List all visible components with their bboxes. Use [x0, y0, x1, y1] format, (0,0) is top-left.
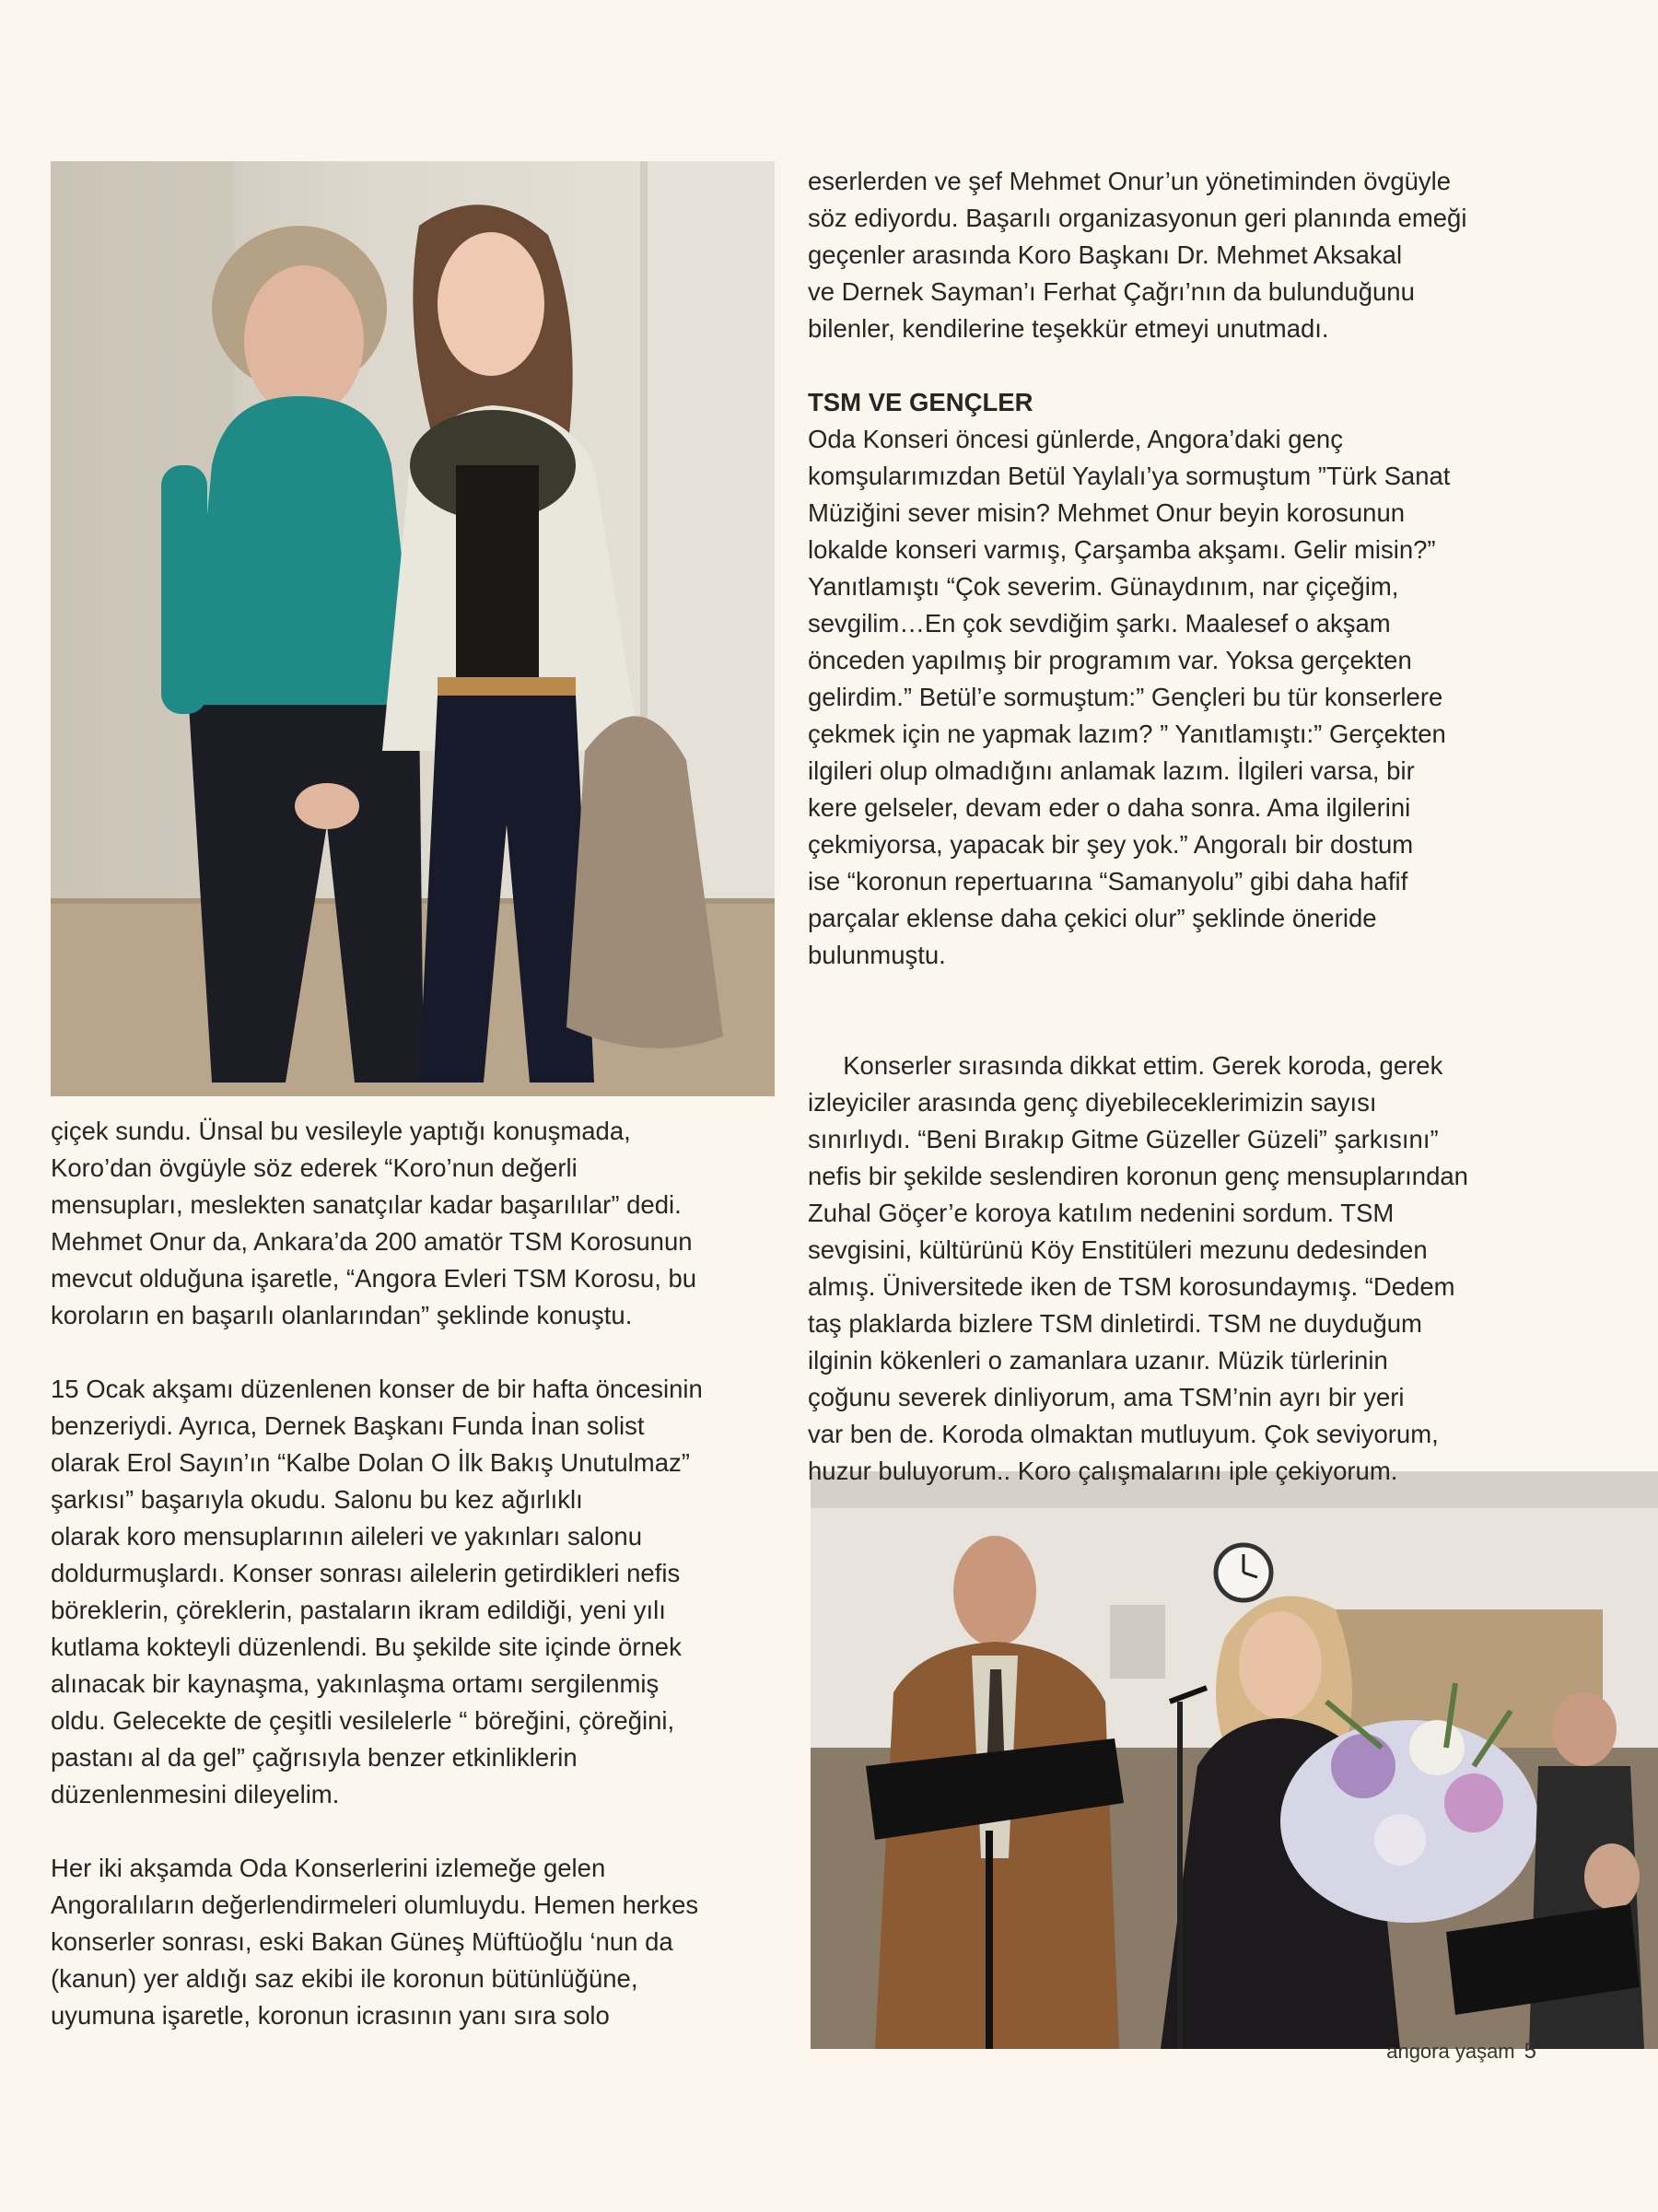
- text-line: sınırlıydı. “Beni Bırakıp Gitme Güzeller Güzeli” şarkısını”: [808, 1125, 1439, 1153]
- text-line: pastanı al da gel” çağrısıyla benzer etkinliklerin: [51, 1743, 578, 1772]
- text-line: konserler sonrası, eski Bakan Güneş Müftüoğlu ‘nun da: [51, 1927, 673, 1956]
- text-line: ise “koronun repertuarına “Samanyolu” gibi daha hafif: [808, 867, 1408, 895]
- text-line: oldu. Gelecekte de çeşitli vesilelerle “ böreğini, çöreğini,: [51, 1706, 675, 1735]
- text-line: sevgilim…En çok sevdiğim şarkı. Maalesef o akşam: [808, 609, 1391, 638]
- text-line: ilgileri olup olmadığını anlamak lazım. İlgileri varsa, bir: [808, 756, 1415, 785]
- text-line: komşularımızdan Betül Yaylalı’ya sormuştum ”Türk Sanat: [808, 462, 1451, 490]
- text-line: çekmek için ne yapmak lazım? ” Yanıtlamıştı:” Gerçekten: [808, 720, 1446, 748]
- right-text-column: [808, 163, 1545, 1527]
- text-line: söz ediyordu. Başarılı organizasyonun geri planında emeği: [808, 204, 1467, 232]
- text-line: çekmiyorsa, yapacak bir şey yok.” Angoralı bir dostum: [808, 830, 1414, 859]
- magazine-name: angora yaşam: [1386, 2040, 1515, 2063]
- text-line: şarkısı” başarıyla okudu. Salonu bu kez ağırlıklı: [51, 1485, 583, 1514]
- text-line: Zuhal Göçer’e koroya katılım nedenini sordum. TSM: [808, 1199, 1395, 1227]
- text-line: Koro’dan övgüyle söz ederek “Koro’nun değerli: [51, 1153, 578, 1182]
- text-line: Oda Konseri öncesi günlerde, Angora’daki genç: [808, 425, 1343, 453]
- text-line: doldurmuşlardı. Konser sonrası ailelerin getirdikleri nefis: [51, 1559, 681, 1587]
- section-heading: TSM VE GENÇLER: [808, 388, 1033, 416]
- text-line: taş plaklarda bizlere TSM dinletirdi. TSM ne duyduğum: [808, 1309, 1422, 1338]
- text-line: Müziğini sever misin? Mehmet Onur beyin korosunun: [808, 498, 1406, 527]
- text-line: olarak koro mensuplarının aileleri ve yakınları salonu: [51, 1522, 642, 1551]
- text-line: (kanun) yer aldığı saz ekibi ile koronun bütünlüğüne,: [51, 1964, 638, 1993]
- concert-illustration: [811, 1471, 1658, 2049]
- text-line: parçalar eklense daha çekici olur” şeklinde öneride: [808, 904, 1377, 932]
- text-line: var ben de. Koroda olmaktan mutluyum. Çok seviyorum,: [808, 1420, 1439, 1448]
- text-line: çiçek sundu. Ünsal bu vesileyle yaptığı konuşmada,: [51, 1117, 631, 1145]
- right-paragraph-3: [808, 1011, 1545, 1527]
- left-text-column: [51, 1113, 788, 2034]
- left-paragraph-2: [51, 1371, 788, 1813]
- text-line: uyumuna işaretle, koronun icrasının yanı sıra solo: [51, 2001, 610, 2030]
- text-line: Angoralıların değerlendirmeleri olumluydu. Hemen herkes: [51, 1890, 699, 1919]
- text-line: huzur buluyorum.. Koro çalışmalarını iple çekiyorum.: [808, 1457, 1398, 1485]
- text-line: kere gelseler, devam eder o daha sonra. Ama ilgilerini: [808, 793, 1411, 822]
- right-paragraph-1: [808, 163, 1545, 347]
- text-line: Her iki akşamda Oda Konserlerini izlemeğe gelen: [51, 1854, 606, 1882]
- text-line: Mehmet Onur da, Ankara’da 200 amatör TSM Korosunun: [51, 1227, 693, 1256]
- text-line: alınacak bir kaynaşma, yakınlaşma ortamı sergilenmiş: [51, 1669, 660, 1698]
- text-line: mensupları, meslekten sanatçılar kadar başarılılar” dedi.: [51, 1190, 682, 1219]
- text-line: nefis bir şekilde seslendiren koronun genç mensuplarından: [808, 1162, 1468, 1190]
- text-line: ve Dernek Sayman’ı Ferhat Çağrı’nın da bulunduğunu: [808, 277, 1415, 306]
- concert-flowers-photo: [811, 1471, 1658, 2049]
- text-line: Yanıtlamıştı “Çok severim. Günaydınım, nar çiçeğim,: [808, 572, 1399, 601]
- text-line: koroların en başarılı olanlarından” şeklinde konuştu.: [51, 1301, 633, 1329]
- left-paragraph-1: [51, 1113, 788, 1334]
- text-line: 15 Ocak akşamı düzenlenen konser de bir hafta öncesinin: [51, 1375, 703, 1403]
- text-line: kutlama kokteyli düzenlendi. Bu şekilde site içinde örnek: [51, 1633, 682, 1661]
- text-line: bulunmuştu.: [808, 941, 946, 969]
- text-line: olarak Erol Sayın’ın “Kalbe Dolan O İlk Bakış Unutulmaz”: [51, 1448, 690, 1477]
- text-line: gelirdim.” Betül’e sormuştum:” Gençleri bu tür konserlere: [808, 683, 1443, 711]
- two-women-illustration: [51, 161, 775, 1096]
- left-paragraph-3: [51, 1850, 788, 2034]
- text-line: almış. Üniversitede iken de TSM korosundaymış. “Dedem: [808, 1272, 1455, 1301]
- text-line: Konserler sırasında dikkat ettim. Gerek koroda, gerek: [835, 1051, 1443, 1080]
- text-line: sevgisini, kültürünü Köy Enstitüleri mezunu dedesinden: [808, 1235, 1428, 1264]
- text-line: mevcut olduğuna işaretle, “Angora Evleri TSM Korosu, bu: [51, 1264, 697, 1293]
- two-women-photo: [51, 161, 775, 1096]
- text-line: önceden yapılmış bir programım var. Yoksa gerçekten: [808, 646, 1412, 674]
- text-line: izleyiciler arasında genç diyebileceklerimizin sayısı: [808, 1088, 1377, 1117]
- text-line: düzenlenmesini dileyelim.: [51, 1780, 340, 1808]
- page-footer: [1386, 2039, 1536, 2065]
- text-line: geçenler arasında Koro Başkanı Dr. Mehmet Aksakal: [808, 240, 1403, 269]
- text-line: eserlerden ve şef Mehmet Onur’un yönetiminden övgüyle: [808, 167, 1452, 195]
- text-line: benzeriydi. Ayrıca, Dernek Başkanı Funda İnan solist: [51, 1411, 645, 1440]
- right-paragraph-2: [808, 421, 1545, 974]
- text-line: çoğunu severek dinliyorum, ama TSM’nin ayrı bir yeri: [808, 1383, 1405, 1411]
- text-line: bilenler, kendilerine teşekkür etmeyi unutmadı.: [808, 314, 1329, 343]
- text-line: lokalde konseri varmış, Çarşamba akşamı. Gelir misin?”: [808, 535, 1436, 564]
- page-number: 5: [1524, 2039, 1536, 2064]
- text-line: böreklerin, çöreklerin, pastaların ikram edildiği, yeni yılı: [51, 1596, 666, 1624]
- text-line: ilginin kökenleri o zamanlara uzanır. Müzik türlerinin: [808, 1346, 1388, 1375]
